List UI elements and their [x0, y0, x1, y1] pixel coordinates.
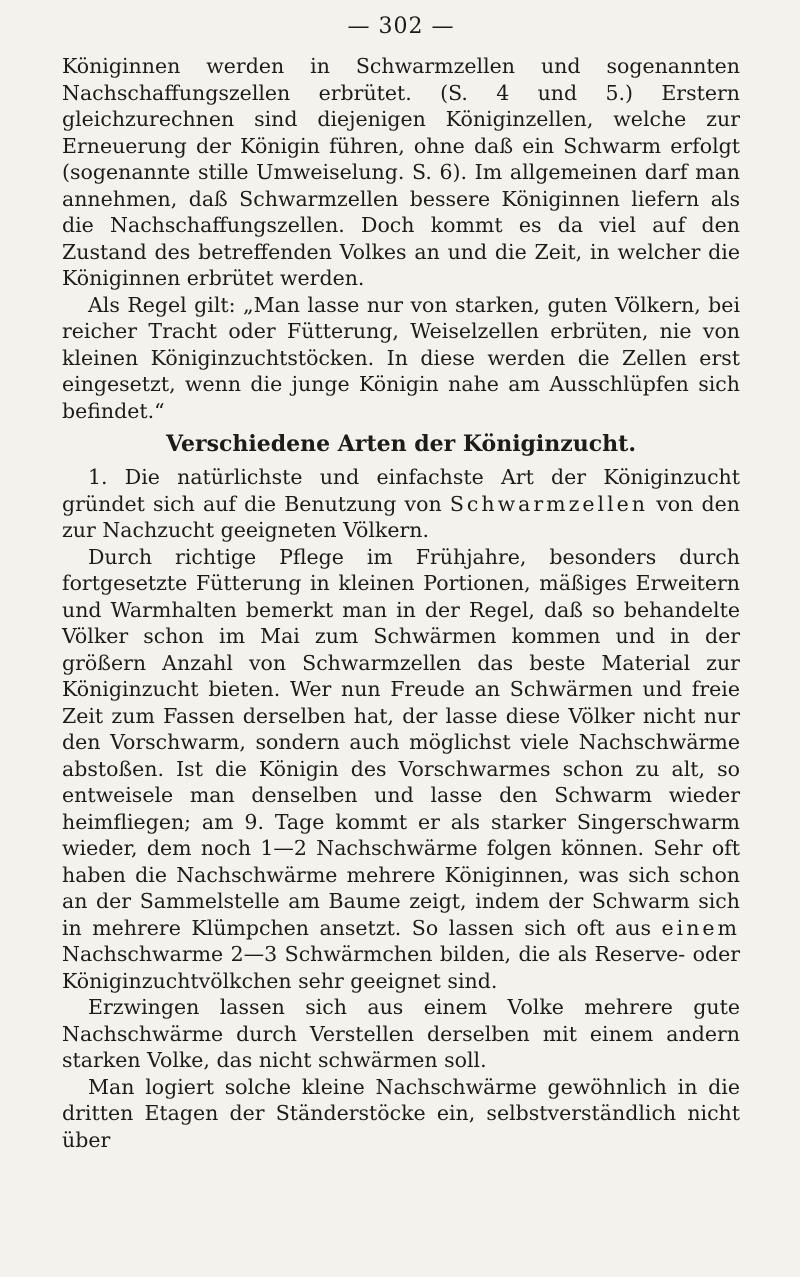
spaced-emphasis: Schwarmzellen: [449, 491, 649, 516]
paragraph-housing-swarms: Man logiert solche kleine Nachschwärme gewöhnlich in die dritten Etagen der Ständerstöcke ein, selbstverständlich nicht über: [62, 1074, 740, 1152]
text-segment: von den zur Nachzucht geeigneten Völkern.: [62, 491, 740, 542]
spaced-emphasis: einem: [661, 915, 740, 940]
text-segment: Durch richtige Pflege im Frühjahre, besonders durch fortgesetzte Fütterung in kleinen Portionen, mäßiges Erweitern und Warmhalten bemerkt man in der Regel, daß so behandelte Völker schon im Mai zum Schwärmen kommen und in der größern Anzahl von Schwarmzellen das beste Material zur Königinzucht bieten. Wer nun Freude an Schwärmen und freie Zeit zum Fassen derselben hat, der lasse diese Völker nicht nur den Vorschwarm, sondern auch möglichst viele Nachschwärme abstoßen. Ist die Königin des Vorschwarmes schon zu alt, so entweisele man denselben und lasse den Schwarm wieder heimfliegen; am 9. Tage kommt er als starker Singerschwarm wieder, dem noch 1—2 Nachschwärme folgen können. Sehr oft haben die Nachschwärme mehrere Königinnen, was sich schon an der Sammelstelle am Baume zeigt, indem der Schwarm sich in mehrere Klümpchen ansetzt. So lassen sich oft aus: [62, 544, 740, 940]
text-segment: 1. Die natürlichste und einfachste Art der Königinzucht gründet sich auf die Benutzung von: [62, 465, 740, 516]
paragraph-spring-care: [62, 544, 740, 995]
page-number: — 302 —: [347, 14, 455, 39]
text-segment: Nachschwarme 2—3 Schwärmchen bilden, die als Reserve- oder Königinzuchtvölkchen sehr geeignet sind.: [62, 942, 740, 993]
paragraph-queen-cells: Königinnen werden in Schwarmzellen und sogenannten Nachschaffungszellen erbrütet. (S. 4 und 5.) Erstern gleichzurechnen sind diejenigen Königinzellen, welche zur Erneuerung der Königin führen, ohne daß ein Schwarm erfolgt (sogenannte stille Umweiselung. S. 6). Im allgemeinen darf man annehmen, daß Schwarmzellen bessere Königinnen liefern als die Nachschaffungszellen. Doch kommt es da viel auf den Zustand des betreffenden Volkes an und die Zeit, in welcher die Königinnen erbrütet werden.: [62, 54, 740, 290]
paragraph-forcing-swarms: Erzwingen lassen sich aus einem Volke mehrere gute Nachschwärme durch Verstellen derselben mit einem andern starken Volke, das nicht schwärmen soll.: [62, 995, 740, 1072]
paragraph-natural-method: [62, 464, 740, 544]
paragraph-rule: Als Regel gilt: „Man lasse nur von starken, guten Völkern, bei reicher Tracht oder Fütterung, Weiselzellen erbrüten, nie von kleinen Königinzuchtstöcken. In diese werden die Zellen erst eingesetzt, wenn die junge Königin nahe am Ausschlüpfen sich befindet.“: [62, 292, 740, 423]
section-heading: Verschiedene Arten der Königinzucht.: [165, 431, 636, 457]
